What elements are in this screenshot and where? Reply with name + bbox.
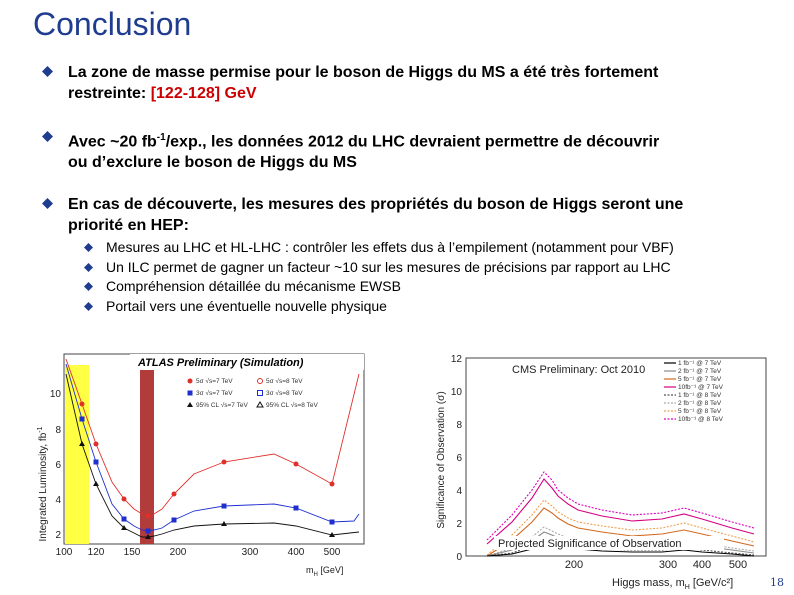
svg-text:95% CL √s=7 TeV: 95% CL √s=7 TeV <box>196 402 248 409</box>
bullet-2-text-b: /exp., les données 2012 du LHC devraient permettre de découvrir <box>165 133 660 151</box>
bullet-1-prefix: restreinte: <box>68 85 151 102</box>
svg-text:1 fb⁻¹ @ 8 TeV: 1 fb⁻¹ @ 8 TeV <box>678 392 722 399</box>
cms-ylabel: Significance of Observation (σ) <box>436 391 447 529</box>
cms-y-tick: 12 <box>450 354 462 365</box>
svg-text:5 fb⁻¹ @ 8 TeV: 5 fb⁻¹ @ 8 TeV <box>678 408 722 415</box>
svg-text:2 fb⁻¹ @ 7 TeV: 2 fb⁻¹ @ 7 TeV <box>678 368 722 375</box>
cms-xlabel: Higgs mass, $m_H$ [GeV/c²] <box>612 577 734 591</box>
sub-bullet <box>84 238 674 258</box>
cms-y-tick: 6 <box>456 453 462 464</box>
atlas-x-tick: 150 <box>123 547 141 558</box>
cms-x-ticks <box>565 559 747 571</box>
bullet-1-line-2 <box>68 83 768 104</box>
cms-y-tick: 0 <box>456 552 462 563</box>
atlas-x-tick: 400 <box>287 547 305 558</box>
bullet-2-sup: -1 <box>156 132 166 143</box>
atlas-y-ticks <box>50 389 62 541</box>
svg-text:5σ √s=8 TeV: 5σ √s=8 TeV <box>266 378 303 385</box>
atlas-ylabel: Integrated Luminosity, $fb^{-1}$ <box>37 426 49 542</box>
bullet-3-line-1: En cas de découverte, les mesures des propriétés du boson de Higgs seront une <box>68 196 684 213</box>
bullet-2-text-a: Avec ~20 fb <box>68 133 157 151</box>
sub-bullet-list <box>84 238 674 316</box>
page-number: 18 <box>770 576 784 589</box>
svg-text:95% CL √s=8 TeV: 95% CL √s=8 TeV <box>266 402 318 409</box>
bullet-3-line-2: priorité en HEP: <box>68 217 189 234</box>
sub-bullet <box>84 297 674 317</box>
atlas-legend-item <box>257 401 318 409</box>
atlas-y-tick: 6 <box>55 460 61 471</box>
atlas-xlabel: $m_H$ [GeV] <box>306 565 344 578</box>
svg-text:10fb⁻¹ @ 8 TeV: 10fb⁻¹ @ 8 TeV <box>678 416 723 423</box>
svg-text:5 fb⁻¹ @ 7 TeV: 5 fb⁻¹ @ 7 TeV <box>678 376 722 383</box>
atlas-x-tick: 500 <box>323 547 341 558</box>
diamond-bullet-icon <box>42 131 53 142</box>
cms-y-tick: 4 <box>456 486 462 497</box>
atlas-y-tick: 10 <box>49 389 61 400</box>
bullet-2-line-2: ou d’exclure le boson de Higgs du MS <box>68 154 357 172</box>
diamond-bullet-icon <box>84 282 93 291</box>
svg-text:3σ √s=7 TeV: 3σ √s=7 TeV <box>196 390 233 397</box>
sub-bullet <box>84 258 674 278</box>
bullet-2-line-1 <box>68 127 768 152</box>
atlas-x-tick: 100 <box>55 547 73 558</box>
diamond-bullet-icon <box>84 243 93 252</box>
atlas-x-tick: 300 <box>241 547 259 558</box>
diamond-bullet-icon <box>84 302 93 311</box>
sub-bullet-text: Mesures au LHC et HL-LHC : contrôler les effets dus à l’empilement (notamment pour VBF) <box>106 239 674 255</box>
atlas-banner <box>137 357 304 369</box>
diamond-bullet-icon <box>84 263 93 272</box>
sub-bullet <box>84 277 674 297</box>
sub-bullet-text: Portail vers une éventuelle nouvelle physique <box>106 297 387 314</box>
bullet-1-line-1: La zone de masse permise pour le boson de Higgs du MS a été très fortement <box>68 64 659 81</box>
cms-significance-plot <box>432 350 772 592</box>
sub-bullet-text: Un ILC permet de gagner un facteur ~10 sur les mesures de précisions par rapport au LHC <box>106 258 671 275</box>
cms-x-tick: 200 <box>564 559 584 571</box>
diamond-bullet-icon <box>42 66 53 77</box>
atlas-legend-item <box>187 401 248 409</box>
svg-text:10fb⁻¹ @ 7 TeV: 10fb⁻¹ @ 7 TeV <box>678 384 723 391</box>
atlas-y-tick: 8 <box>55 425 61 436</box>
mass-range-highlight: [122-128] GeV <box>150 85 257 102</box>
cms-y-tick: 10 <box>450 387 462 398</box>
cms-y-tick: 8 <box>456 420 462 431</box>
cms-x-tick: 300 <box>658 559 678 571</box>
diamond-bullet-icon <box>42 198 53 209</box>
svg-text:3σ √s=8 TeV: 3σ √s=8 TeV <box>266 390 303 397</box>
svg-text:5σ √s=7 TeV: 5σ √s=7 TeV <box>196 378 233 385</box>
atlas-x-tick: 200 <box>169 547 187 558</box>
cms-x-tick: 500 <box>728 559 748 571</box>
atlas-x-tick: 120 <box>87 547 105 558</box>
cms-y-tick: 2 <box>456 519 462 530</box>
slide-title: Conclusion <box>33 6 192 42</box>
sub-bullet-text: Compréhension détaillée du mécanisme EWSB <box>106 278 401 294</box>
atlas-y-tick: 4 <box>55 495 61 506</box>
svg-text:1 fb⁻¹ @ 7 TeV: 1 fb⁻¹ @ 7 TeV <box>678 360 722 367</box>
atlas-luminosity-plot <box>34 334 374 592</box>
cms-y-ticks <box>451 354 463 563</box>
atlas-y-tick: 2 <box>55 530 61 541</box>
atlas-x-ticks <box>56 547 341 558</box>
atlas-banner-text: ATLAS Preliminary (Simulation) <box>138 357 304 369</box>
svg-text:2 fb⁻¹ @ 8 TeV: 2 fb⁻¹ @ 8 TeV <box>678 400 722 407</box>
cms-bottom-label: Projected Significance of Observation <box>498 538 682 550</box>
cms-x-tick: 400 <box>692 559 712 571</box>
cms-banner: CMS Preliminary: Oct 2010 <box>512 364 646 376</box>
